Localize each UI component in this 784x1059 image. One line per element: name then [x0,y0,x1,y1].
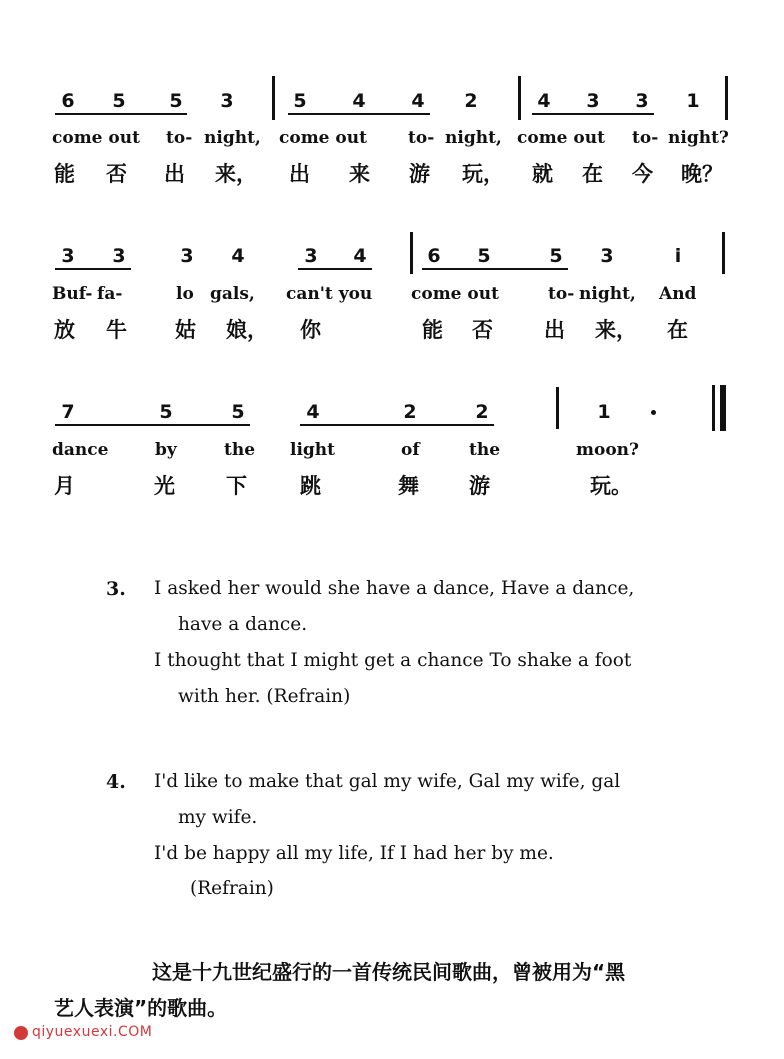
note: 4 [306,401,320,423]
verse-line: (Refrain) [190,878,274,899]
verse-line: I'd be happy all my life, If I had her by me. [154,843,554,864]
lyric-en: moon? [576,440,639,460]
verse-number: 3. [106,578,126,600]
lyric-en: come out [517,128,605,148]
lyric-zh: 来 [349,162,370,186]
note: 6 [427,245,441,267]
lyric-en: dance [52,440,109,460]
lyric-en: come out [411,284,499,304]
note: 1 [686,90,700,112]
note: i [674,245,682,267]
note: 2 [475,401,489,423]
final-barline-thin [712,385,715,431]
note: 3 [635,90,649,112]
verse-line: I thought that I might get a chance To shake a foot [154,650,632,671]
note: 2 [464,90,478,112]
lyric-en: the [469,440,501,460]
eighth-underline [55,113,187,115]
lyric-zh: 玩， [462,162,504,186]
eighth-underline [288,113,430,115]
note: 4 [231,245,245,267]
lyric-en: night, [579,284,636,304]
augmentation-dot [651,410,656,415]
lyric-en: come out [52,128,140,148]
lyric-zh: 今 [632,162,653,186]
note: 5 [477,245,491,267]
lyric-zh: 能 [54,162,75,186]
lyric-zh: 舞 [398,474,419,498]
lyric-zh: 在 [667,318,688,342]
note: 3 [180,245,194,267]
barline [518,76,521,120]
lyric-en: can't you [286,284,373,304]
eighth-underline [55,424,250,426]
lyric-en: night? [668,128,729,148]
note: 2 [403,401,417,423]
lyric-zh: 来， [215,162,257,186]
note: 5 [231,401,245,423]
lyric-zh: 能 [422,318,443,342]
eighth-underline [298,268,372,270]
barline [725,76,728,120]
lyric-zh: 来， [595,318,637,342]
barline [556,387,559,429]
lyric-zh: 娘， [226,318,268,342]
verse-line: my wife. [178,807,258,828]
lyric-en: to- [408,128,435,148]
lyric-zh: 姑 [175,318,196,342]
note: 4 [537,90,551,112]
lyric-zh: 你 [300,318,321,342]
lyric-en: light [290,440,336,460]
eighth-underline [422,268,568,270]
lyric-zh: 游 [469,474,490,498]
lyric-en: to- [632,128,659,148]
note: 1 [597,401,611,423]
lyric-en: night, [445,128,502,148]
note: 4 [353,245,367,267]
verse-number: 4. [106,771,126,793]
verse-line: I asked her would she have a dance, Have a dance, [154,578,635,599]
note: 5 [549,245,563,267]
footnote-line: 这是十九世纪盛行的一首传统民间歌曲，曾被用为“黑 [152,960,626,984]
lyric-zh: 跳 [300,474,321,498]
lyric-en: by [155,440,177,460]
lyric-zh: 月 [54,474,75,498]
eighth-underline [55,268,131,270]
note: 3 [586,90,600,112]
lyric-en: to- [548,284,575,304]
lyric-zh: 玩。 [590,474,632,498]
note: 7 [61,401,75,423]
note: 5 [169,90,183,112]
music-logo-icon [14,1026,28,1040]
note: 6 [61,90,75,112]
barline [272,76,275,120]
barline [410,232,413,274]
lyric-en: lo [176,284,194,304]
note: 3 [112,245,126,267]
lyric-en: of [401,440,420,460]
lyric-zh: 在 [582,162,603,186]
eighth-underline [532,113,654,115]
lyric-zh: 光 [154,474,175,498]
lyric-zh: 牛 [106,318,127,342]
lyric-zh: 放 [54,318,75,342]
lyric-zh: 否 [472,318,493,342]
footnote-line: 艺人表演”的歌曲。 [54,996,228,1020]
note: 5 [159,401,173,423]
barline [722,232,725,274]
lyric-zh: 晚？ [681,162,723,186]
note: 3 [600,245,614,267]
verse-line: I'd like to make that gal my wife, Gal my wife, gal [154,771,621,792]
eighth-underline [300,424,494,426]
lyric-en: fa- [97,284,123,304]
lyric-zh: 出 [164,162,185,186]
lyric-zh: 否 [106,162,127,186]
lyric-zh: 游 [409,162,430,186]
watermark-text: qiyuexuexi.COM [32,1024,153,1040]
verse-line: with her. (Refrain) [178,686,351,707]
lyric-en: And [659,284,697,304]
note: 3 [304,245,318,267]
lyric-en: night, [204,128,261,148]
lyric-en: Buf- [52,284,93,304]
lyric-zh: 出 [289,162,310,186]
lyric-zh: 出 [544,318,565,342]
lyric-en: to- [166,128,193,148]
final-barline-thick [720,385,726,431]
note: 5 [293,90,307,112]
lyric-zh: 就 [532,162,553,186]
lyric-en: the [224,440,256,460]
lyric-en: come out [279,128,367,148]
note: 5 [112,90,126,112]
note: 3 [220,90,234,112]
note: 4 [411,90,425,112]
note: 3 [61,245,75,267]
lyric-en: gals, [210,284,255,304]
lyric-zh: 下 [226,474,247,498]
verse-line: have a dance. [178,614,308,635]
note: 4 [352,90,366,112]
